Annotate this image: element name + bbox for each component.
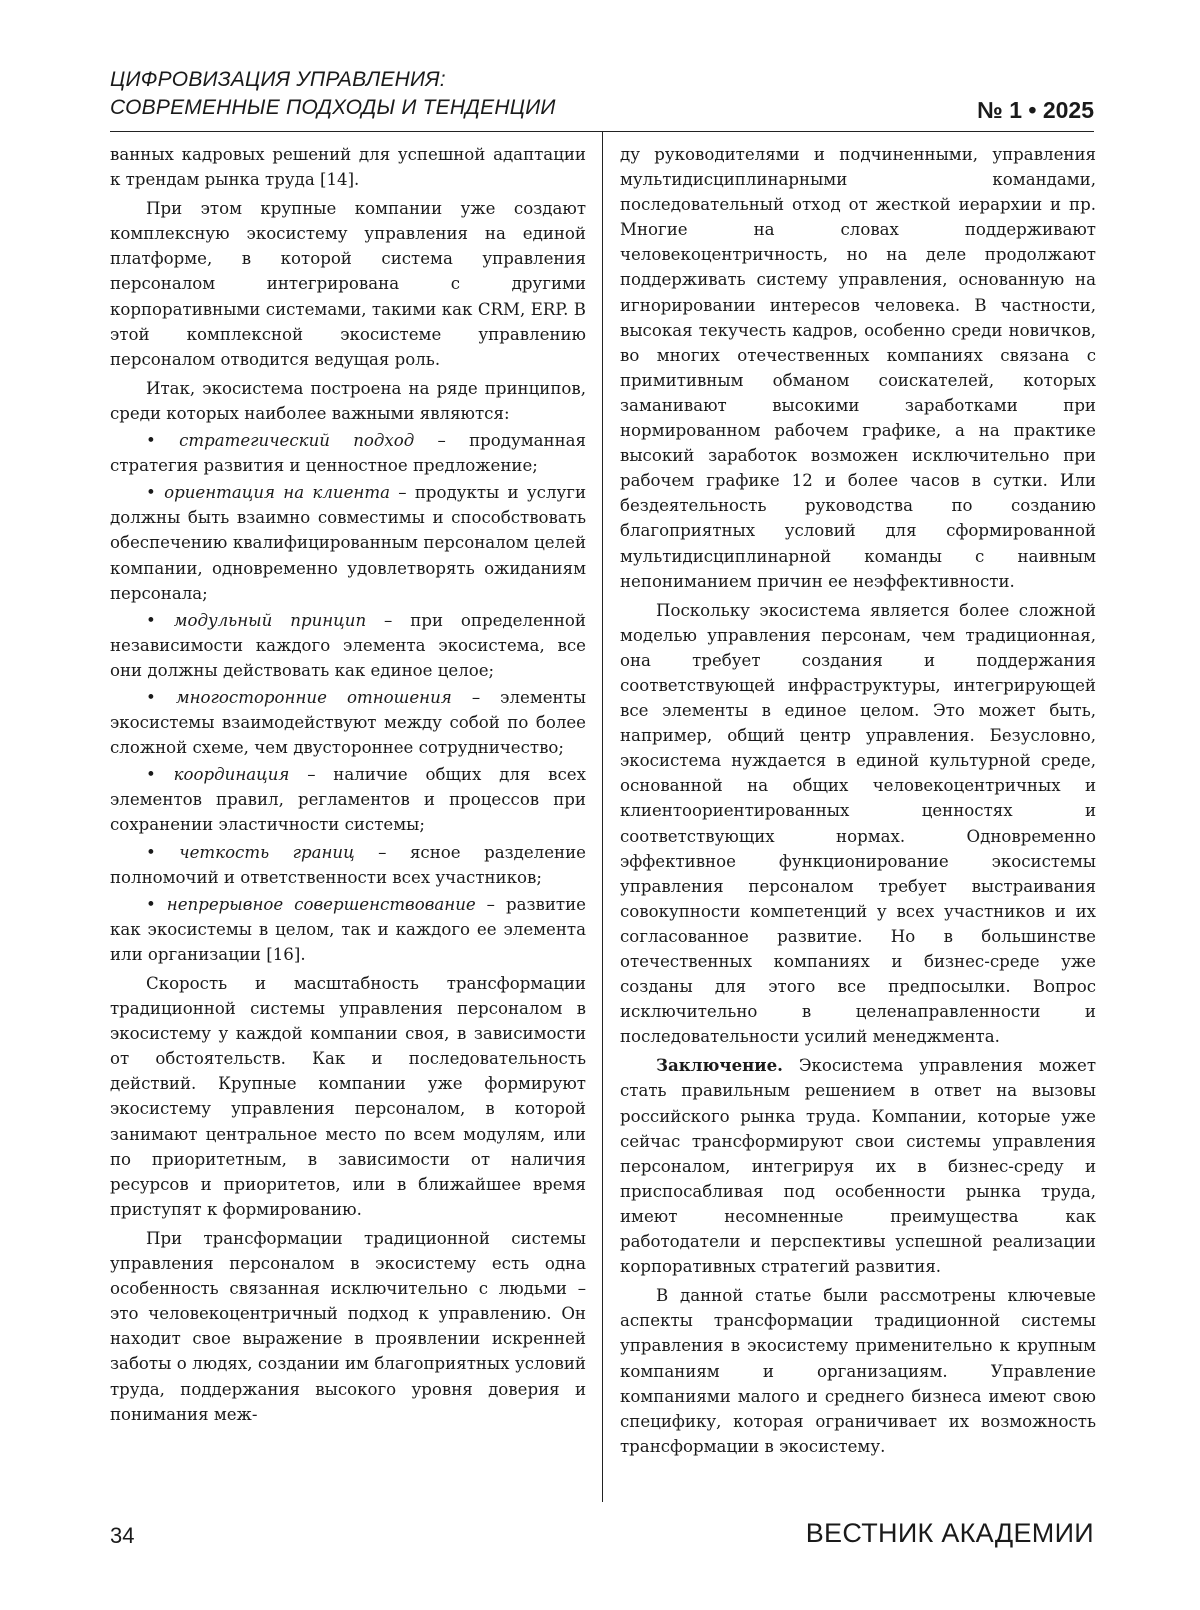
conclusion-paragraph: [620, 1053, 1096, 1279]
conclusion-label: Заключение.: [656, 1055, 783, 1076]
principle-text: – продукты и услуги должны быть взаимно совместимы и способствовать обеспечению квалифицированным персоналом целей компании, одновременно удовлетворять ожиданиям персонала;: [110, 483, 587, 603]
principle-list-item: [110, 608, 586, 683]
principle-list-item: [110, 840, 586, 890]
principle-list-item: [110, 762, 586, 837]
paragraph: В данной статье были рассмотрены ключевые аспекты трансформации традиционной системы управления в экосистему применительно к крупным компаниям и организациям. Управление компаниями малого и среднего бизнеса имеют свою специфику, которая ограничивает их возможность трансформации в экосистему.: [620, 1286, 1096, 1456]
conclusion-text: Экосистема управления может стать правильным решением в ответ на вызовы российского рынка труда. Компании, которые уже сейчас трансформируют свои системы управления персоналом, интегрируя их в бизнес-среду и приспосабливая под особенности рынка труда, имеют несомненные преимущества как работодатели и перспективы успешной реализации корпоративных стратегий развития.: [620, 1056, 1096, 1277]
principle-list-item: [110, 892, 586, 967]
principle-list-item: [110, 685, 586, 760]
bullet-marker: •: [146, 610, 156, 630]
principle-list-item: [110, 480, 586, 605]
principle-text: – наличие общих для всех элементов правил, регламентов и процессов при сохранении эластичности системы;: [110, 765, 586, 835]
right-column: [620, 142, 1096, 1459]
paragraph: ванных кадровых решений для успешной адаптации к трендам рынка труда [14].: [110, 145, 586, 190]
issue-number: № 1 • 2025: [977, 97, 1094, 123]
paragraph: При этом крупные компании уже создают комплексную экосистему управления на единой платформе, в которой система управления персоналом интегрирована с другими корпоративными системами, такими как CRM, ERP. В этой комплексной экосистеме управлению персоналом отводится ведущая роль.: [110, 199, 586, 369]
journal-name: ВЕСТНИК АКАДЕМИИ: [805, 1518, 1094, 1548]
principle-text: – ясное разделение полномочий и ответственности всех участников;: [110, 842, 586, 887]
principle-text: – элементы экосистемы взаимодействуют между собой по более сложной схеме, чем двустороннее сотрудничество;: [110, 687, 586, 758]
left-column: [110, 142, 586, 1427]
principle-list-item: [110, 428, 586, 478]
principle-text: – продуманная стратегия развития и ценностное предложение;: [110, 431, 586, 476]
column-divider: [602, 132, 603, 1502]
bullet-marker: •: [146, 842, 156, 862]
bullet-marker: •: [146, 431, 156, 451]
bullet-marker: •: [146, 765, 156, 785]
principle-text: – развитие как экосистемы в целом, так и каждого ее элемента или организации [16].: [110, 894, 586, 964]
running-head-line-2: СОВРЕМЕННЫЕ ПОДХОДЫ И ТЕНДЕНЦИИ: [110, 96, 556, 119]
paragraph: При трансформации традиционной системы управления персоналом в экосистему есть одна особенность связанная исключительно с людьми – это человекоцентричный подход к управлению. Он находит свое выражение в проявлении искренней заботы о людях, создании им благоприятных условий труда, поддержания высокого уровня доверия и понимания меж-: [110, 1228, 586, 1424]
paragraph: Поскольку экосистема является более сложной моделью управления персонам, чем традиционная, она требует создания и поддержания соответствующей инфраструктуры, интегрирующей все элементы в единое целом. Это может быть, например, общий центр управления. Безусловно, экосистема нуждается в единой культурной среде, основанной на общих человекоцентричных и клиентоориентированных ценностях и соответствующих нормах. Одновременно эффективное функционирование экосистемы управления персоналом требует выстраивания совокупности компетенций у всех участников и их согласованное развитие. Но в большинстве отечественных компаниях и бизнес-среде уже созданы для этого все предпосылки. Вопрос исключительно в целенаправленности и последовательности усилий менеджмента.: [620, 600, 1096, 1047]
principle-term: стратегический подход: [179, 431, 415, 451]
running-head-line-1: ЦИФРОВИЗАЦИЯ УПРАВЛЕНИЯ:: [110, 68, 446, 91]
bullet-marker: •: [146, 894, 156, 914]
principle-term: четкость границ: [179, 842, 355, 862]
bullet-marker: •: [146, 687, 156, 707]
bullet-marker: •: [146, 483, 156, 503]
principle-term: непрерывное совершенствование: [166, 894, 476, 914]
principle-term: модульный принцип: [173, 610, 367, 630]
paragraph: Скорость и масштабность трансформации традиционной системы управления персоналом в экосистему у каждой компании своя, в зависимости от обстоятельств. Как и последовательность действий. Крупные компании уже формируют экосистему управления персоналом, в которой занимают центральное место по всем модулям, или по приоритетным, в зависимости от наличия ресурсов и приоритетов, или в ближайшее время приступят к формированию.: [110, 974, 586, 1219]
principle-term: координация: [173, 765, 290, 785]
principle-text: – при определенной независимости каждого элемента экосистема, все они должны действовать как единое целое;: [110, 610, 586, 680]
paragraph: ду руководителями и подчиненными, управления мультидисциплинарными командами, последовательный отход от жесткой иерархии и пр. Многие на словах поддерживают человекоцентричность, но на деле продолжают поддерживать систему управления, основанную на игнорировании интересов человека. В частности, высокая текучесть кадров, особенно среди новичков, во многих отечественных компаниях связана с примитивным обманом соискателей, которых заманивают высокими заработками при нормированном рабочем графике, а на практике высокий заработок возможен исключительно при рабочем графике 12 и более часов в сутки. Или бездеятельность руководства по созданию благоприятных условий для сформированной мультидисциплинарной команды с наивным непониманием причин ее неэффективности.: [620, 145, 1096, 591]
paragraph: Итак, экосистема построена на ряде принципов, среди которых наиболее важными являются:: [110, 378, 586, 423]
page-number: 34: [110, 1523, 135, 1548]
running-head: [110, 66, 1090, 122]
principle-term: ориентация на клиента: [164, 483, 390, 503]
principle-term: многосторонние отношения: [175, 687, 452, 707]
